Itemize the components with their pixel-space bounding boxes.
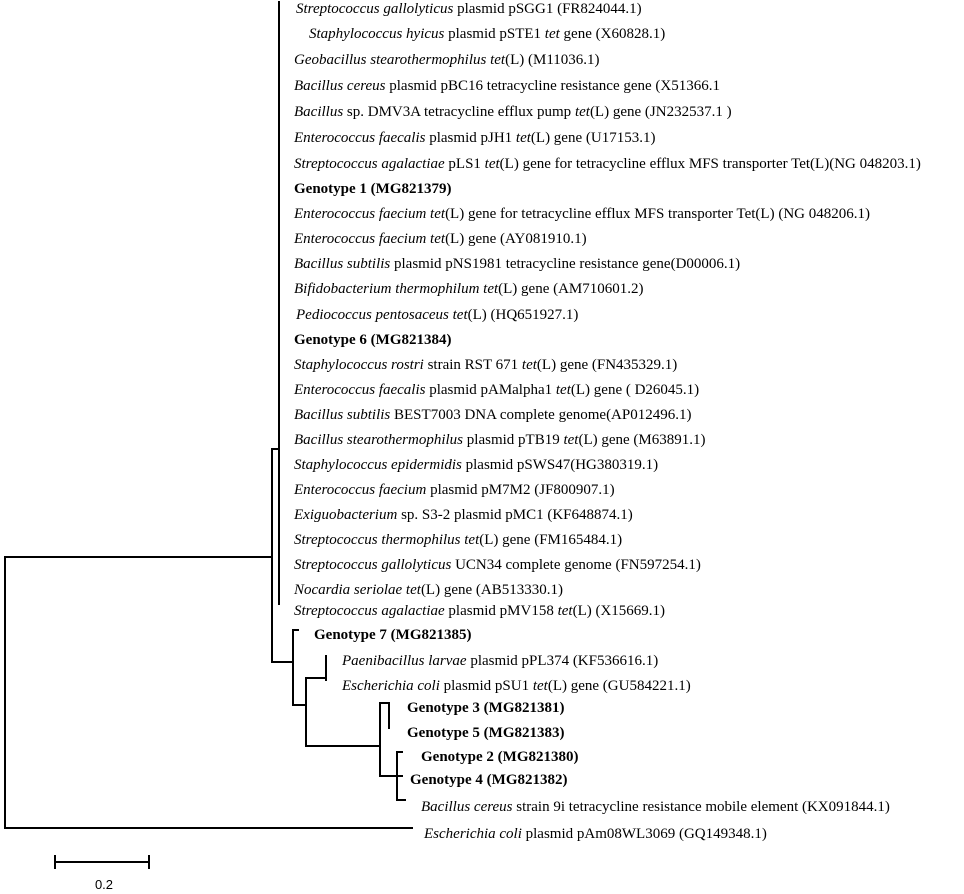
leaf-label-part: tet bbox=[557, 603, 573, 619]
leaf-label-part: Staphylococcus rostri bbox=[294, 357, 424, 373]
leaf-label-part: Pediococcus pentosaceus tet bbox=[296, 307, 468, 323]
leaf-label-part: Enterococcus faecium tet bbox=[294, 231, 446, 247]
leaf-label-part: Genotype 3 (MG821381) bbox=[407, 700, 565, 716]
leaf-label bbox=[293, 231, 587, 247]
leaf-label-part: plasmid pSWS47(HG380319.1) bbox=[461, 457, 659, 473]
leaf-label-part: Streptococcus agalactiae bbox=[294, 603, 445, 619]
leaf-label-part: tet bbox=[574, 104, 590, 120]
leaf-label-part: (L) gene (AM710601.2) bbox=[498, 281, 644, 297]
leaf-label-part: (L) gene (M63891.1) bbox=[578, 432, 706, 448]
leaf-label-part: (L) gene (FM165484.1) bbox=[479, 532, 623, 548]
leaf-label-part: (L) gene (U17153.1) bbox=[530, 130, 656, 146]
leaf-label bbox=[421, 749, 578, 765]
leaf-label bbox=[294, 457, 658, 473]
leaf-label bbox=[421, 799, 890, 815]
leaf-label bbox=[423, 826, 767, 842]
leaf-label-part: Genotype 7 (MG821385) bbox=[314, 627, 472, 643]
leaf-label-part: tet bbox=[515, 130, 531, 146]
leaf-label-part: tet bbox=[521, 357, 537, 373]
leaf-label-part: Streptococcus agalactiae bbox=[294, 156, 445, 172]
leaf-label-part: Enterococcus faecalis bbox=[294, 130, 426, 146]
leaf-label bbox=[294, 52, 600, 68]
leaf-label-part: Streptococcus gallolyticus bbox=[296, 1, 454, 17]
leaf-label bbox=[407, 700, 564, 716]
leaf-label-part: tet bbox=[555, 382, 571, 398]
leaf-label bbox=[294, 104, 732, 120]
leaf-label-part: strain 9i tetracycline resistance mobile element (KX091844.1) bbox=[512, 799, 890, 815]
leaf-label-part: Nocardia seriolae tet bbox=[294, 582, 421, 598]
leaf-label bbox=[294, 357, 677, 373]
leaf-label bbox=[410, 772, 567, 788]
leaf-label-part: (L) (HQ651927.1) bbox=[467, 307, 579, 323]
leaf-label-part: Escherichia coli bbox=[424, 826, 522, 842]
leaf-label bbox=[293, 582, 563, 598]
leaf-label-part: sp. S3-2 plasmid pMC1 (KF648874.1) bbox=[397, 507, 633, 523]
leaf-label-part: Escherichia coli bbox=[342, 678, 440, 694]
scale-bar bbox=[55, 856, 149, 892]
leaf-label-part: Geobacillus stearothermophilus tet bbox=[294, 52, 506, 68]
leaf-label-part: Streptococcus gallolyticus bbox=[294, 557, 452, 573]
leaf-label-part: gene (X60828.1) bbox=[559, 26, 666, 42]
leaf-label-part: Enterococcus faecium tet bbox=[294, 206, 446, 222]
leaf-label-part: plasmid pMV158 bbox=[444, 603, 558, 619]
leaf-label bbox=[293, 206, 870, 222]
leaf-label-part: Staphylococcus epidermidis bbox=[294, 457, 462, 473]
leaf-label-part: Genotype 5 (MG821383) bbox=[407, 725, 565, 741]
leaf-label-part: Enterococcus faecium bbox=[294, 482, 427, 498]
leaf-label-part: Genotype 1 (MG821379) bbox=[294, 181, 452, 197]
leaf-label-part: tet bbox=[532, 678, 548, 694]
leaf-label-part: sp. DMV3A tetracycline efflux pump bbox=[343, 104, 575, 120]
leaf-label-part: Staphylococcus hyicus bbox=[309, 26, 445, 42]
leaf-label bbox=[294, 156, 921, 172]
leaf-label-part: Genotype 6 (MG821384) bbox=[294, 332, 452, 348]
leaf-label bbox=[294, 532, 622, 548]
leaf-label-part: (L) gene (AY081910.1) bbox=[445, 231, 587, 247]
leaf-label-part: plasmid pNS1981 tetracycline resistance gene(D00006.1) bbox=[390, 256, 741, 272]
leaf-label-part: pLS1 bbox=[444, 156, 485, 172]
leaf-label-part: UCN34 complete genome (FN597254.1) bbox=[451, 557, 701, 573]
leaf-label bbox=[293, 130, 655, 146]
leaf-label bbox=[294, 332, 451, 348]
leaf-label-part: plasmid pSTE1 bbox=[444, 26, 545, 42]
leaf-label-part: tet bbox=[544, 26, 560, 42]
leaf-label bbox=[296, 1, 642, 17]
leaf-label bbox=[341, 653, 658, 669]
leaf-label bbox=[407, 725, 564, 741]
leaf-label-part: plasmid pPL374 (KF536616.1) bbox=[466, 653, 659, 669]
leaf-labels bbox=[293, 1, 921, 842]
leaf-label bbox=[293, 382, 699, 398]
leaf-label-part: Bacillus bbox=[294, 104, 344, 120]
leaf-label-part: plasmid pSGG1 (FR824044.1) bbox=[453, 1, 642, 17]
leaf-label bbox=[341, 678, 691, 694]
leaf-label bbox=[314, 627, 471, 643]
leaf-label-part: Bifidobacterium thermophilum tet bbox=[294, 281, 499, 297]
leaf-label bbox=[295, 307, 578, 323]
leaf-label bbox=[294, 281, 644, 297]
leaf-label-part: (L) gene ( D26045.1) bbox=[570, 382, 700, 398]
leaf-label-part: plasmid pTB19 bbox=[463, 432, 564, 448]
leaf-label-part: plasmid pAm08WL3069 (GQ149348.1) bbox=[521, 826, 767, 842]
leaf-label-part: Bacillus stearothermophilus bbox=[294, 432, 464, 448]
leaf-label-part: plasmid pAMalpha1 bbox=[425, 382, 556, 398]
leaf-label bbox=[294, 256, 740, 272]
leaf-label-part: plasmid pJH1 bbox=[425, 130, 516, 146]
leaf-label-part: Bacillus cereus bbox=[294, 78, 386, 94]
leaf-label-part: (L) gene (GU584221.1) bbox=[547, 678, 691, 694]
leaf-label-part: (L) gene for tetracycline efflux MFS transporter Tet(L) (NG 048206.1) bbox=[445, 206, 870, 222]
leaf-label-part: tet bbox=[484, 156, 500, 172]
leaf-label-part: plasmid pBC16 tetracycline resistance gene (X51366.1 bbox=[385, 78, 721, 94]
leaf-label-part: plasmid pSU1 bbox=[439, 678, 533, 694]
leaf-label-part: (L) gene (FN435329.1) bbox=[536, 357, 678, 373]
leaf-label bbox=[294, 557, 701, 573]
leaf-label-part: (L) (M11036.1) bbox=[505, 52, 600, 68]
leaf-label bbox=[294, 407, 691, 423]
leaf-label bbox=[294, 78, 720, 94]
leaf-label-part: plasmid pM7M2 (JF800907.1) bbox=[426, 482, 615, 498]
scale-bar-label: 0.2 bbox=[94, 877, 114, 892]
leaf-label-part: (L) gene for tetracycline efflux MFS transporter Tet(L)(NG 048203.1) bbox=[499, 156, 921, 172]
leaf-label bbox=[294, 181, 451, 197]
leaf-label bbox=[293, 507, 633, 523]
leaf-label-part: Bacillus cereus bbox=[421, 799, 513, 815]
leaf-label bbox=[293, 482, 615, 498]
leaf-label-part: Exiguobacterium bbox=[294, 507, 398, 523]
leaf-label-part: (L) (X15669.1) bbox=[572, 603, 666, 619]
leaf-label-part: (L) gene (AB513330.1) bbox=[420, 582, 563, 598]
leaf-label-part: tet bbox=[563, 432, 579, 448]
leaf-label bbox=[294, 603, 665, 619]
leaf-label-part: Enterococcus faecalis bbox=[294, 382, 426, 398]
leaf-label-part: BEST7003 DNA complete genome(AP012496.1) bbox=[390, 407, 692, 423]
leaf-label-part: Bacillus subtilis bbox=[294, 256, 391, 272]
leaf-label bbox=[294, 432, 706, 448]
leaf-label bbox=[309, 26, 665, 42]
leaf-label-part: (L) gene (JN232537.1 ) bbox=[589, 104, 732, 120]
leaf-label-part: Genotype 2 (MG821380) bbox=[421, 749, 579, 765]
leaf-label-part: Bacillus subtilis bbox=[294, 407, 391, 423]
leaf-label-part: Paenibacillus larvae bbox=[342, 653, 467, 669]
leaf-label-part: strain RST 671 bbox=[423, 357, 522, 373]
leaf-label-part: Streptococcus thermophilus tet bbox=[294, 532, 480, 548]
leaf-label-part: Genotype 4 (MG821382) bbox=[410, 772, 568, 788]
